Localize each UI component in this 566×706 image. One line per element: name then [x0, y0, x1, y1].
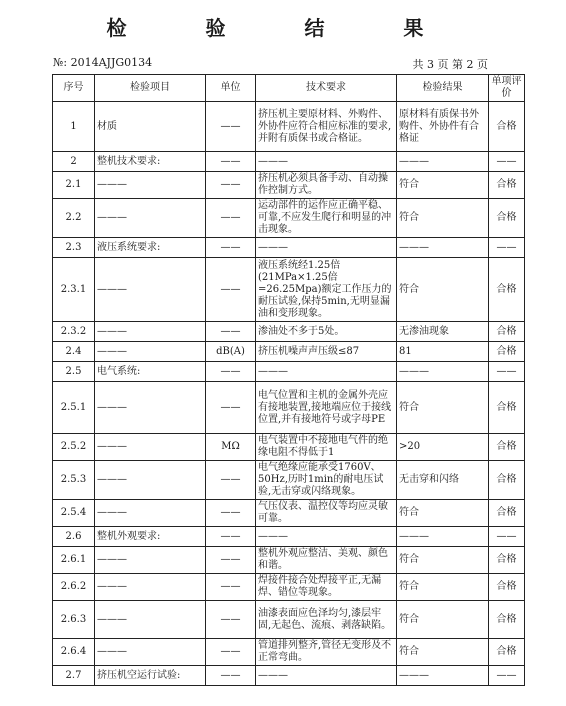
row-requirement: 液压系统经1.25倍(21MPa×1.25倍=26.25Mpa)额定工作压力的耐压试验,保持5min,无明显漏油和变形现象。	[256, 258, 397, 322]
row-verdict: 合格	[489, 102, 525, 152]
row-number: 2.5.1	[53, 382, 95, 434]
row-requirement: ———	[256, 362, 397, 382]
row-verdict: ——	[489, 152, 525, 172]
row-requirement: 气压仪表、温控仪等均应灵敏可靠。	[256, 500, 397, 527]
row-number: 2.5.4	[53, 500, 95, 527]
row-verdict: 合格	[489, 322, 525, 342]
row-verdict: 合格	[489, 172, 525, 199]
row-requirement: 电气绝缘应能承受1760V、50Hz,历时1min的耐电压试验,无击穿或闪络现象。	[256, 461, 397, 500]
table-header-row	[53, 75, 525, 102]
row-item: ———	[95, 322, 206, 342]
row-item: ———	[95, 258, 206, 322]
report-number: №: 2014AJJG0134	[53, 56, 153, 69]
row-verdict: 合格	[489, 639, 525, 666]
row-item: 液压系统要求:	[95, 238, 206, 258]
table-row	[53, 258, 525, 322]
row-item: ———	[95, 547, 206, 574]
row-item: ———	[95, 639, 206, 666]
table-body	[53, 102, 525, 686]
row-requirement: 油漆表面应色泽均匀,漆层牢固,无起色、流痕、剥落缺陷。	[256, 601, 397, 639]
row-verdict: 合格	[489, 342, 525, 362]
row-number: 2.5.3	[53, 461, 95, 500]
row-item: ———	[95, 342, 206, 362]
header-no: 序号	[53, 75, 95, 102]
row-number: 2.6.4	[53, 639, 95, 666]
row-unit: MΩ	[206, 434, 256, 461]
row-result: ———	[397, 527, 489, 547]
header-unit: 单位	[206, 75, 256, 102]
row-result: 符合	[397, 172, 489, 199]
table-row	[53, 547, 525, 574]
row-result: 符合	[397, 547, 489, 574]
row-number: 2.2	[53, 199, 95, 238]
table-row	[53, 601, 525, 639]
row-unit: ——	[206, 666, 256, 686]
table-row	[53, 382, 525, 434]
row-number: 2.6	[53, 527, 95, 547]
table-row	[53, 666, 525, 686]
row-verdict: 合格	[489, 258, 525, 322]
row-verdict: 合格	[489, 601, 525, 639]
row-result: 符合	[397, 382, 489, 434]
row-verdict: ——	[489, 362, 525, 382]
row-unit: ——	[206, 322, 256, 342]
row-unit: ——	[206, 461, 256, 500]
row-item: 材质	[95, 102, 206, 152]
row-number: 2.5.2	[53, 434, 95, 461]
table-row	[53, 238, 525, 258]
row-unit: ——	[206, 172, 256, 199]
row-unit: dB(A)	[206, 342, 256, 362]
row-unit: ——	[206, 102, 256, 152]
row-result: 符合	[397, 500, 489, 527]
row-item: ———	[95, 500, 206, 527]
row-unit: ——	[206, 152, 256, 172]
row-verdict: 合格	[489, 500, 525, 527]
row-requirement: 焊接件接合处焊接平正,无漏焊、错位等现象。	[256, 574, 397, 601]
row-verdict: 合格	[489, 461, 525, 500]
row-item: 整机外观要求:	[95, 527, 206, 547]
row-item: ———	[95, 199, 206, 238]
table-row	[53, 152, 525, 172]
row-item: ———	[95, 574, 206, 601]
row-unit: ——	[206, 199, 256, 238]
row-number: 2.6.3	[53, 601, 95, 639]
document-title: 检 验 结 果	[106, 16, 460, 40]
row-verdict: ——	[489, 666, 525, 686]
row-verdict: 合格	[489, 382, 525, 434]
table-row	[53, 362, 525, 382]
row-number: 2.4	[53, 342, 95, 362]
row-number: 2.5	[53, 362, 95, 382]
row-unit: ——	[206, 574, 256, 601]
row-item: ———	[95, 172, 206, 199]
row-result: ———	[397, 152, 489, 172]
page-info: 共 3 页 第 2 页	[412, 58, 488, 71]
row-verdict: 合格	[489, 199, 525, 238]
row-result: 无击穿和闪络	[397, 461, 489, 500]
row-result: ———	[397, 666, 489, 686]
row-item: ———	[95, 434, 206, 461]
row-number: 2.3.1	[53, 258, 95, 322]
row-item: 整机技术要求:	[95, 152, 206, 172]
row-number: 1	[53, 102, 95, 152]
row-number: 2.7	[53, 666, 95, 686]
row-number: 2.3.2	[53, 322, 95, 342]
row-requirement: ———	[256, 238, 397, 258]
row-item: 电气系统:	[95, 362, 206, 382]
row-requirement: 挤压机噪声声压级≤87	[256, 342, 397, 362]
row-item: ———	[95, 461, 206, 500]
row-requirement: 渗油处不多于5处。	[256, 322, 397, 342]
row-number: 2	[53, 152, 95, 172]
row-unit: ——	[206, 362, 256, 382]
row-requirement: ———	[256, 152, 397, 172]
table-row	[53, 527, 525, 547]
row-result: 符合	[397, 258, 489, 322]
row-number: 2.3	[53, 238, 95, 258]
table-row	[53, 461, 525, 500]
row-verdict: ——	[489, 527, 525, 547]
inspection-results-table	[52, 74, 525, 686]
row-unit: ——	[206, 238, 256, 258]
row-verdict: ——	[489, 238, 525, 258]
row-verdict: 合格	[489, 547, 525, 574]
row-result: 符合	[397, 601, 489, 639]
row-unit: ——	[206, 601, 256, 639]
row-result: 符合	[397, 574, 489, 601]
row-requirement: 电气装置中不接地电气件的绝缘电阻不得低于1	[256, 434, 397, 461]
header-item: 检验项目	[95, 75, 206, 102]
table-row	[53, 639, 525, 666]
row-result: ———	[397, 238, 489, 258]
row-verdict: 合格	[489, 574, 525, 601]
row-requirement: 挤压机主要原材料、外购件、外协件应符合相应标准的要求,并附有质保书或合格证。	[256, 102, 397, 152]
row-requirement: 管道排列整齐,管径无变形及不正常弯曲。	[256, 639, 397, 666]
table-row	[53, 342, 525, 362]
table-row	[53, 500, 525, 527]
row-result: >20	[397, 434, 489, 461]
row-unit: ——	[206, 547, 256, 574]
row-unit: ——	[206, 258, 256, 322]
table-row	[53, 322, 525, 342]
header-result: 检验结果	[397, 75, 489, 102]
row-unit: ——	[206, 527, 256, 547]
row-unit: ——	[206, 639, 256, 666]
row-requirement: 电气位置和主机的金属外壳应有接地装置,接地端应位于接线位置,并有接地符号或字母PE	[256, 382, 397, 434]
row-number: 2.6.1	[53, 547, 95, 574]
table-row	[53, 199, 525, 238]
row-result: 81	[397, 342, 489, 362]
header-requirement: 技术要求	[256, 75, 397, 102]
row-number: 2.1	[53, 172, 95, 199]
row-requirement: 挤压机必须具备手动、自动操作控制方式。	[256, 172, 397, 199]
table-row	[53, 102, 525, 152]
row-result: ———	[397, 362, 489, 382]
header-verdict: 单项评价	[489, 75, 525, 102]
table-row	[53, 574, 525, 601]
row-requirement: 运动部件的运作应正确平稳、可靠,不应发生爬行和明显的冲击现象。	[256, 199, 397, 238]
row-item: 挤压机空运行试验:	[95, 666, 206, 686]
row-result: 无渗油现象	[397, 322, 489, 342]
row-result: 符合	[397, 639, 489, 666]
row-verdict: 合格	[489, 434, 525, 461]
table-row	[53, 434, 525, 461]
row-requirement: 整机外观应整洁、美观、颜色和谐。	[256, 547, 397, 574]
row-item: ———	[95, 601, 206, 639]
row-requirement: ———	[256, 666, 397, 686]
row-result: 符合	[397, 199, 489, 238]
row-number: 2.6.2	[53, 574, 95, 601]
row-result: 原材料有质保书外购件、外协件有合格证	[397, 102, 489, 152]
row-unit: ——	[206, 382, 256, 434]
row-requirement: ———	[256, 527, 397, 547]
row-unit: ——	[206, 500, 256, 527]
row-item: ———	[95, 382, 206, 434]
table-row	[53, 172, 525, 199]
